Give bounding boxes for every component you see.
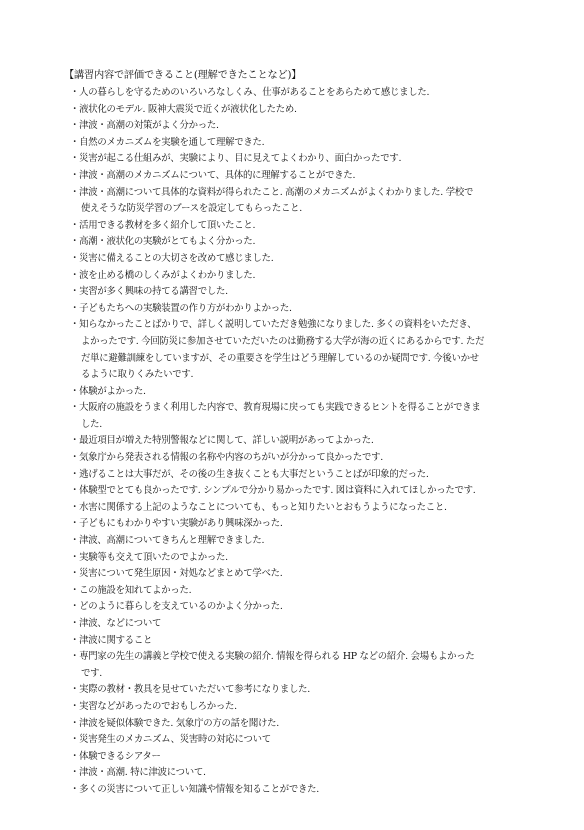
list-item-text: ・津波を疑似体験できた. 気象庁の方の話を聞けた. <box>70 717 279 729</box>
list-item <box>70 433 530 450</box>
list-item-text: ・子どもたちへの実験装置の作り方がわかりよかった. <box>70 302 292 314</box>
comment-list <box>70 85 530 799</box>
list-item <box>70 500 530 517</box>
list-item-text: ・災害発生のメカニズム、災害時の対応について <box>70 734 271 746</box>
list-item-text: ・体験型でとても良かったです. シンプルで分かり易かったです. 図は資料に入れてほしかったです. <box>70 485 476 497</box>
list-item-text: ・津波、高潮についてきちんと理解できました. <box>70 535 265 547</box>
list-item <box>70 168 530 185</box>
list-item-text: ・最近項目が増えた特別警報などに関して、詳しい説明があってよかった. <box>70 435 374 447</box>
list-item-text: ・活用できる教材を多く紹介して頂いたこと. <box>70 219 256 231</box>
list-item-text: ・大阪府の施設をうまく利用した内容で、教育現場に戻っても実践できるヒントを得ることができま <box>70 402 481 414</box>
list-item <box>70 185 530 218</box>
list-item <box>70 516 530 533</box>
list-item-text: ・波を止める橋のしくみがよくわかりました. <box>70 269 256 281</box>
list-item <box>70 732 530 749</box>
list-item-text: ・体験がよかった. <box>70 385 146 397</box>
list-item-text: ・津波・高潮のメカニズムについて、具体的に理解することができた. <box>70 169 356 181</box>
list-item-text: ・津波・高潮の対策がよく分かった. <box>70 120 219 132</box>
list-item-text: ・知らなかったことばかりで、詳しく説明していただき勉強になりました. 多くの資料をいただき、 <box>70 319 477 331</box>
list-item <box>70 599 530 616</box>
list-item <box>70 135 530 152</box>
list-item <box>70 251 530 268</box>
list-item-text: ・津波・高潮について具体的な資料が得られたこと. 高潮のメカニズムがよくわかりました. 学校で <box>70 186 474 198</box>
list-item-text: ・実習などがあったのでおもしろかった. <box>70 700 237 712</box>
list-item <box>70 765 530 782</box>
list-item-text: ・災害について発生原因・対処などまとめて学べた. <box>70 568 283 580</box>
list-item-text: ・この施設を知れてよかった. <box>70 584 192 596</box>
list-item <box>70 550 530 567</box>
list-item <box>70 118 530 135</box>
list-item <box>70 102 530 119</box>
list-item <box>70 533 530 550</box>
list-item <box>70 151 530 168</box>
list-item-continuation: した. <box>81 418 102 430</box>
list-item-text: ・気象庁から発表される情報の名称や内容のちがいが分かって良かったです. <box>70 452 383 464</box>
list-item-text: ・水害に関係する上記のようなことについても、もっと知りたいとおもうようになったこと. <box>70 501 447 513</box>
list-item <box>70 218 530 235</box>
list-item-text: ・津波に関すること <box>70 634 153 646</box>
list-item <box>70 782 530 799</box>
list-item <box>70 301 530 318</box>
list-item-text: ・災害に備えることの大切さを改めて感じました. <box>70 252 274 264</box>
list-item <box>70 450 530 467</box>
list-item-text: ・どのように暮らしを支えているのかよく分かった. <box>70 601 283 613</box>
list-item <box>70 284 530 301</box>
list-item <box>70 467 530 484</box>
list-item-continuation: よかったです. 今回防災に参加させていただいたのは勤務する大学が海の近くにあるからです. ただ <box>81 335 485 347</box>
list-item-text: ・体験できるシアター <box>70 750 161 762</box>
list-item-text: ・液状化のモデル. 阪神大震災で近くが液状化したため. <box>70 103 297 115</box>
list-item-continuation: だ単に避難訓練をしていますが、その重要さを学生はどう理解しているのか疑問です. 今後いかせ <box>81 352 479 364</box>
list-item-text: ・実習が多く興味の持てる講習でした. <box>70 286 228 298</box>
list-item-text: ・高潮・液状化の実験がとてもよく分かった. <box>70 236 256 248</box>
list-item-continuation: です. <box>81 667 102 679</box>
list-item-text: ・逃げることは大事だが、その後の生き抜くことも大事だということばが印象的だった. <box>70 468 429 480</box>
list-item-continuation: 使えそうな防災学習のブースを設定してもらったこと. <box>81 203 302 215</box>
list-item <box>70 85 530 102</box>
list-item <box>70 268 530 285</box>
list-item-text: ・実際の教材・教具を見せていただいて参考になりました. <box>70 684 310 696</box>
list-item <box>70 749 530 766</box>
document-heading: 【講習内容で評価できること(理解できたことなど)】 <box>64 70 302 81</box>
list-item <box>70 384 530 401</box>
list-item-text: ・専門家の先生の講義と学校で使える実験の紹介. 情報を得られる HP などの紹介. 会場もよかった <box>70 651 475 663</box>
list-item-text: ・津波・高潮. 特に津波について. <box>70 767 206 779</box>
list-item-continuation: るように取りくみたいです. <box>81 369 194 381</box>
list-item-text: ・自然のメカニズムを実験を通して理解できた. <box>70 136 265 148</box>
list-item-text: ・多くの災害について正しい知識や情報を知ることができた. <box>70 783 319 795</box>
list-item <box>70 716 530 733</box>
list-item <box>70 400 530 433</box>
list-item <box>70 483 530 500</box>
list-item <box>70 616 530 633</box>
list-item-text: ・津波、などについて <box>70 618 162 629</box>
list-item-text: ・実験等も交えて頂いたのでよかった. <box>70 551 228 563</box>
list-item-text: ・人の暮らしを守るためのいろいろなしくみ、仕事があることをあらためて感じました. <box>70 87 430 98</box>
list-item <box>70 633 530 650</box>
list-item <box>70 649 530 682</box>
list-item <box>70 583 530 600</box>
list-item-text: ・子どもにもわかりやすい実験があり興味深かった. <box>70 518 283 530</box>
list-item <box>70 682 530 699</box>
list-item <box>70 699 530 716</box>
list-item <box>70 317 530 383</box>
list-item-text: ・災害が起こる仕組みが、実験により、目に見えてよくわかり、面白かったです. <box>70 153 402 165</box>
list-item <box>70 566 530 583</box>
list-item <box>70 234 530 251</box>
